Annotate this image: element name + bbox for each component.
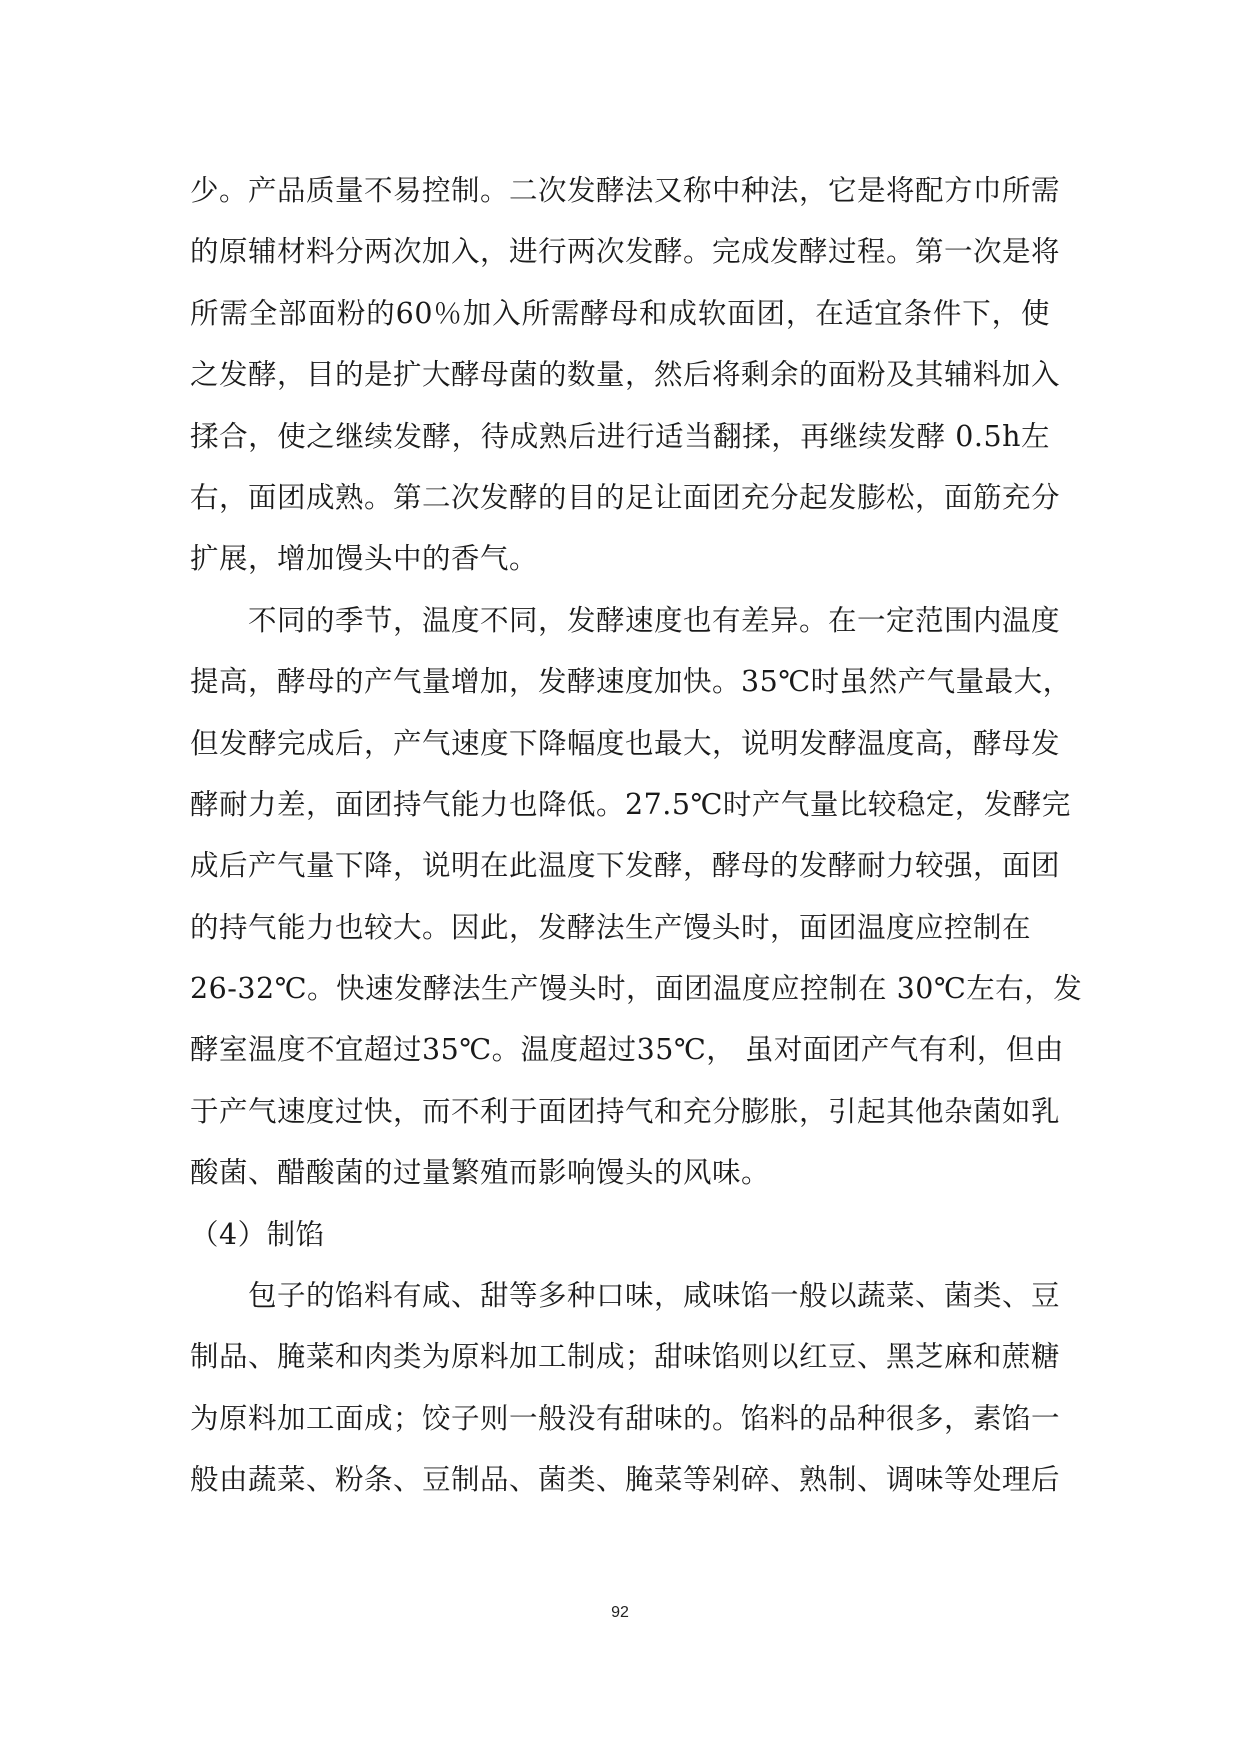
text-line: 的持气能力也较大。因此，发酵法生产馒头时，面团温度应控制在 [190,910,1032,944]
text-line: 少。产品质量不易控制。二次发酵法又称中种法，它是将配方巾所需 [190,174,1061,207]
text-line: 右，面团成熟。第二次发酵的目的足让面团充分起发膨松，面筋充分 [190,480,1061,514]
text-line: 酸菌、醋酸菌的过量繁殖而影响馒头的风味。 [190,1156,771,1190]
text-line: 成后产气量下降，说明在此温度下发酵，酵母的发酵耐力较强，面团 [190,849,1061,883]
text-line: 之发酵，目的是扩大酵母菌的数量，然后将剩余的面粉及其辅料加入 [190,358,1061,392]
text-line: 提高，酵母的产气量增加，发酵速度加快。35℃时虽然产气量最大， [190,665,1072,699]
text-line: 于产气速度过快，而不利于面团持气和充分膨胀，引起其他杂菌如乳 [190,1094,1061,1128]
text-line: 揉合，使之继续发酵，待成熟后进行适当翻揉，再继续发酵 0.5h左 [190,419,1050,453]
text-line: 不同的季节，温度不同，发酵速度也有差异。在一定范围内温度 [190,603,1061,637]
text-line: 的原辅材料分两次加入，进行两次发酵。完成发酵过程。第一次是将 [190,235,1061,269]
text-line: 为原料加工面成；饺子则一般没有甜味的。馅料的品种很多，素馅一 [190,1401,1061,1435]
text-line: 26-32℃。快速发酵法生产馒头时，面团温度应控制在 30℃左右，发 [190,972,1083,1006]
text-line: 制品、腌菜和肉类为原料加工制成；甜味馅则以红豆、黑芝麻和蔗糖 [190,1340,1061,1374]
text-line: 般由蔬菜、粉条、豆制品、菌类、腌菜等剁碎、熟制、调味等处理后 [190,1463,1061,1497]
text-line: 所需全部面粉的60％加入所需酵母和成软面团，在适宜条件下，使 [190,296,1050,330]
text-line: 扩展，增加馒头中的香气。 [190,542,539,576]
section-heading: （4）制馅 [190,1217,325,1251]
page-number: 92 [611,1604,629,1621]
body-text [190,160,1083,1511]
text-line: 但发酵完成后，产气速度下降幅度也最大，说明发酵温度高，酵母发 [190,726,1061,760]
text-line: 酵室温度不宜超过35℃。温度超过35℃， 虽对面团产气有利，但由 [190,1033,1064,1067]
text-line: 酵耐力差，面团持气能力也降低。27.5℃时产气量比较稳定，发酵完 [190,787,1071,821]
text-line: 包子的馅料有咸、甜等多种口味，咸味馅一般以蔬菜、菌类、豆 [190,1279,1061,1313]
